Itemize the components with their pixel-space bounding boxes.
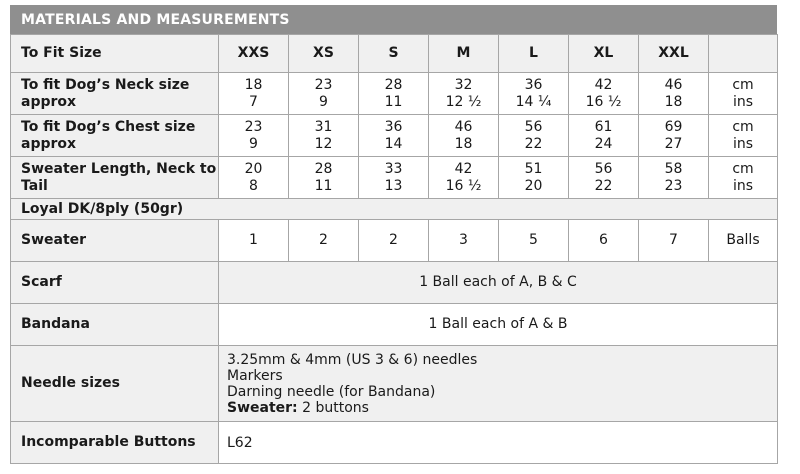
needles-value [219, 346, 778, 422]
yarn-label: Loyal DK/8ply (50gr) [11, 199, 778, 220]
chest-cell: 23 9 [219, 115, 289, 157]
length-row [11, 157, 778, 199]
needles-row [11, 346, 778, 422]
neck-cell: 32 12 ½ [429, 73, 499, 115]
chest-cell: 31 12 [289, 115, 359, 157]
sweater-balls: 2 [359, 220, 429, 262]
materials-table-container [10, 5, 777, 464]
length-row-label: Sweater Length, Neck to Tail [11, 157, 219, 199]
sweater-balls: 2 [289, 220, 359, 262]
bandana-label: Bandana [11, 304, 219, 346]
length-units: cm ins [709, 157, 778, 199]
neck-cell: 36 14 ¼ [499, 73, 569, 115]
neck-row-label: To fit Dog’s Neck size approx [11, 73, 219, 115]
length-cell: 42 16 ½ [429, 157, 499, 199]
chest-cell: 69 27 [639, 115, 709, 157]
chest-cell: 36 14 [359, 115, 429, 157]
buttons-value: L62 [219, 422, 778, 464]
scarf-row [11, 262, 778, 304]
sweater-balls: 7 [639, 220, 709, 262]
length-cell: 58 23 [639, 157, 709, 199]
neck-cell: 42 16 ½ [569, 73, 639, 115]
markers-line: Markers [227, 367, 283, 384]
bandana-row [11, 304, 778, 346]
yarn-row [11, 199, 778, 220]
chest-row-label: To fit Dog’s Chest size approx [11, 115, 219, 157]
sweater-balls: 6 [569, 220, 639, 262]
chest-cell: 56 22 [499, 115, 569, 157]
unit-header [709, 35, 778, 73]
materials-table [10, 34, 778, 464]
length-cell: 28 11 [289, 157, 359, 199]
sweater-balls: 5 [499, 220, 569, 262]
sweater-balls: 1 [219, 220, 289, 262]
length-cell: 20 8 [219, 157, 289, 199]
chest-cell: 46 18 [429, 115, 499, 157]
neck-cell: 23 9 [289, 73, 359, 115]
size-header: XS [289, 35, 359, 73]
chest-row [11, 115, 778, 157]
bandana-value: 1 Ball each of A & B [219, 304, 778, 346]
size-row-label: To Fit Size [11, 35, 219, 73]
neck-row [11, 73, 778, 115]
needles-line: 3.25mm & 4mm (US 3 & 6) needles [227, 351, 478, 368]
size-row [11, 35, 778, 73]
neck-cell: 28 11 [359, 73, 429, 115]
scarf-label: Scarf [11, 262, 219, 304]
length-cell: 56 22 [569, 157, 639, 199]
buttons-label: Incomparable Buttons [11, 422, 219, 464]
size-header: XXL [639, 35, 709, 73]
sweater-label: Sweater [11, 220, 219, 262]
neck-units: cm ins [709, 73, 778, 115]
needles-label: Needle sizes [11, 346, 219, 422]
section-title: MATERIALS AND MEASUREMENTS [10, 5, 777, 34]
sweater-balls: 3 [429, 220, 499, 262]
chest-units: cm ins [709, 115, 778, 157]
buttons-line: Sweater: 2 buttons [227, 399, 369, 416]
length-cell: 51 20 [499, 157, 569, 199]
size-header: XL [569, 35, 639, 73]
size-header: S [359, 35, 429, 73]
neck-cell: 18 7 [219, 73, 289, 115]
length-cell: 33 13 [359, 157, 429, 199]
chest-cell: 61 24 [569, 115, 639, 157]
size-header: L [499, 35, 569, 73]
sweater-row [11, 220, 778, 262]
sweater-unit: Balls [709, 220, 778, 262]
size-header: M [429, 35, 499, 73]
size-header: XXS [219, 35, 289, 73]
neck-cell: 46 18 [639, 73, 709, 115]
buttons-row [11, 422, 778, 464]
darning-line: Darning needle (for Bandana) [227, 383, 436, 400]
scarf-value: 1 Ball each of A, B & C [219, 262, 778, 304]
